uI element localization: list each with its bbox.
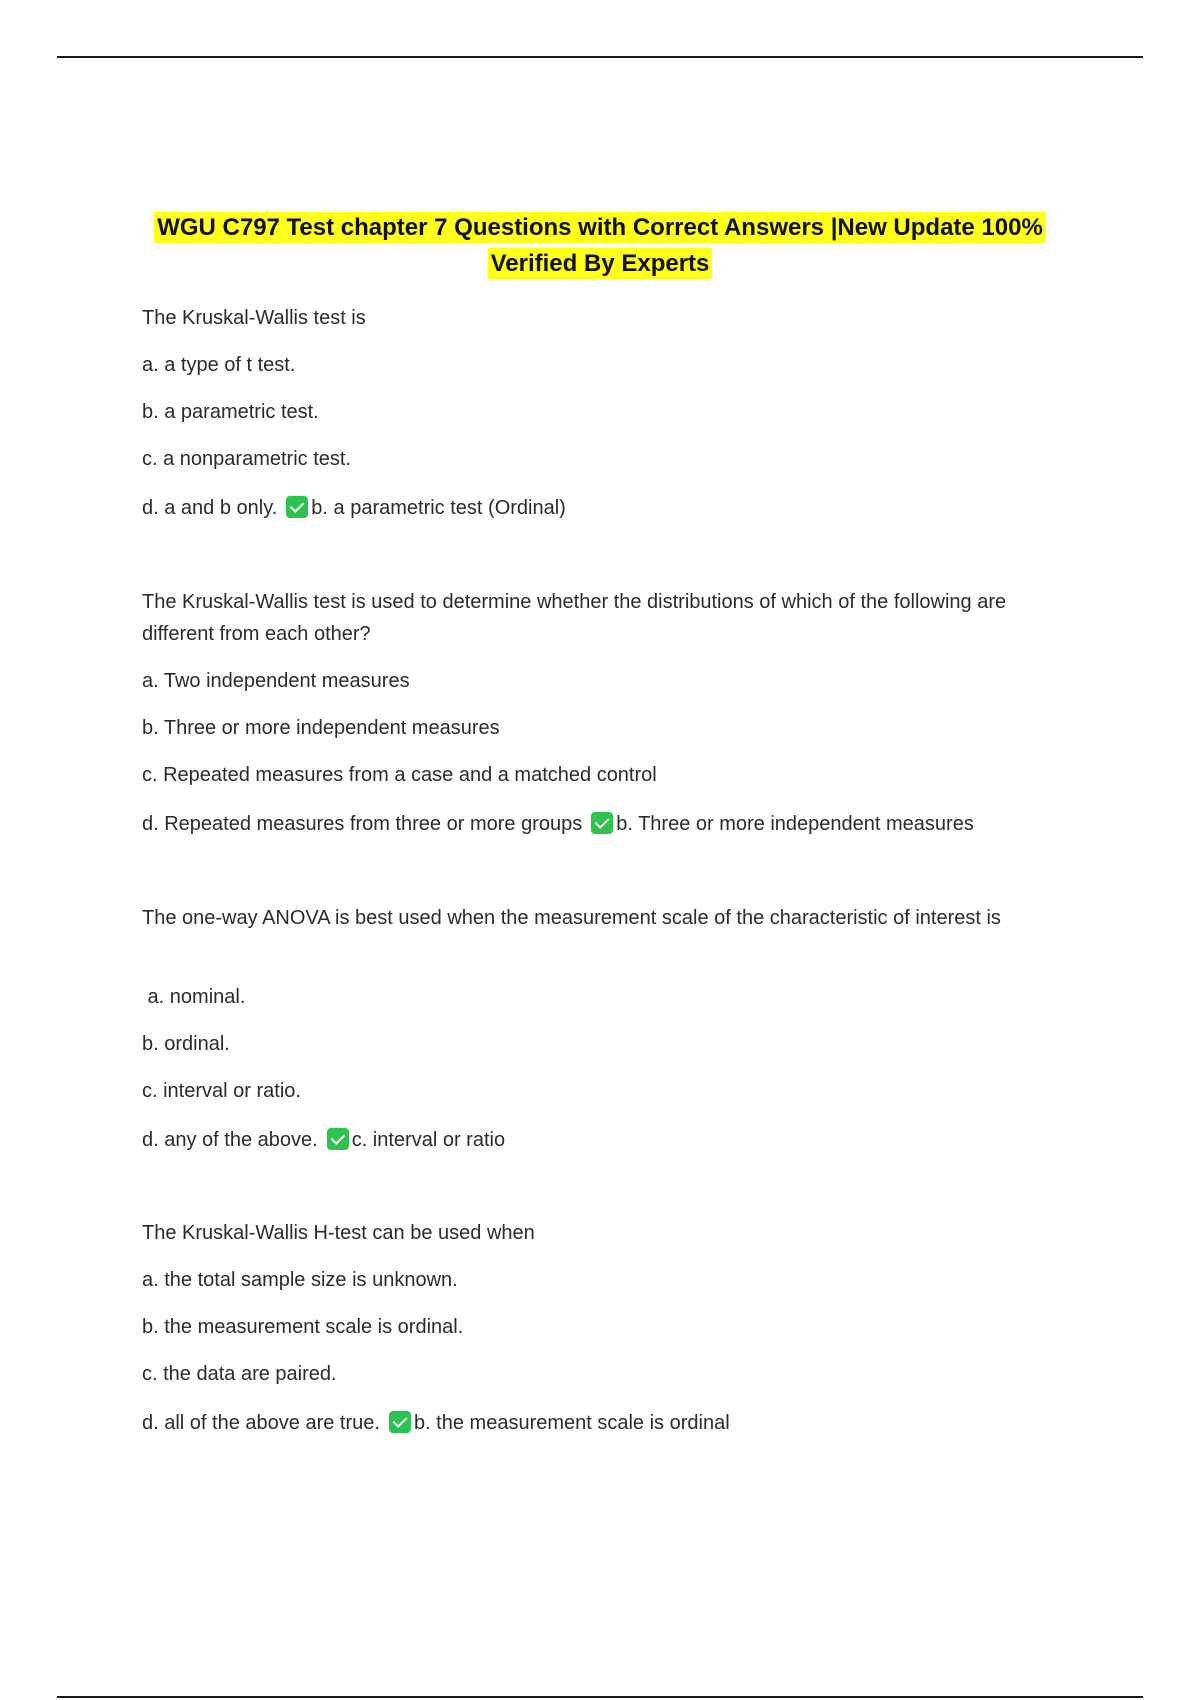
option-d: d. all of the above are true. — [142, 1412, 380, 1434]
option-d-with-answer — [142, 1407, 730, 1439]
question-text: The Kruskal-Wallis test is — [142, 307, 366, 329]
document-title — [60, 210, 1140, 282]
correct-answer: b. a parametric test (Ordinal) — [311, 497, 566, 519]
question-text: The Kruskal-Wallis H-test can be used when — [142, 1222, 535, 1244]
checkmark-icon — [327, 1128, 349, 1150]
option-c: c. the data are paired. — [142, 1363, 337, 1385]
option-a: a. nominal. — [142, 986, 246, 1008]
title-line-2: Verified By Experts — [488, 248, 713, 279]
option-b: b. a parametric test. — [142, 401, 319, 423]
option-c: c. interval or ratio. — [142, 1080, 301, 1102]
correct-answer: b. the measurement scale is ordinal — [413, 1412, 730, 1434]
title-line-1: WGU C797 Test chapter 7 Questions with Correct Answers |New Update 100% — [154, 212, 1046, 243]
option-d: d. a and b only. — [142, 497, 278, 519]
checkmark-icon — [591, 812, 613, 834]
option-b: b. ordinal. — [142, 1033, 230, 1055]
option-a: a. a type of t test. — [142, 354, 296, 376]
option-d: d. Repeated measures from three or more groups — [142, 813, 583, 835]
bottom-rule — [57, 1696, 1143, 1698]
checkmark-icon — [286, 496, 308, 518]
top-rule — [57, 56, 1143, 58]
option-c: c. a nonparametric test. — [142, 448, 351, 470]
correct-answer: b. Three or more independent measures — [616, 813, 974, 835]
option-d: d. any of the above. — [142, 1129, 318, 1151]
checkmark-icon — [389, 1411, 411, 1433]
option-a: a. Two independent measures — [142, 670, 410, 692]
question-text: The one-way ANOVA is best used when the measurement scale of the characteristic of interest is — [142, 907, 1001, 929]
option-c: c. Repeated measures from a case and a matched control — [142, 764, 657, 786]
option-d-with-answer — [142, 808, 974, 840]
option-b: b. the measurement scale is ordinal. — [142, 1316, 464, 1338]
correct-answer: c. interval or ratio — [351, 1129, 506, 1151]
option-d-with-answer — [142, 492, 566, 524]
option-a: a. the total sample size is unknown. — [142, 1269, 458, 1291]
option-d-with-answer — [142, 1124, 505, 1156]
option-b: b. Three or more independent measures — [142, 717, 500, 739]
question-text: The Kruskal-Wallis test is used to determine whether the distributions of which of the following are different from each other? — [142, 591, 1007, 645]
